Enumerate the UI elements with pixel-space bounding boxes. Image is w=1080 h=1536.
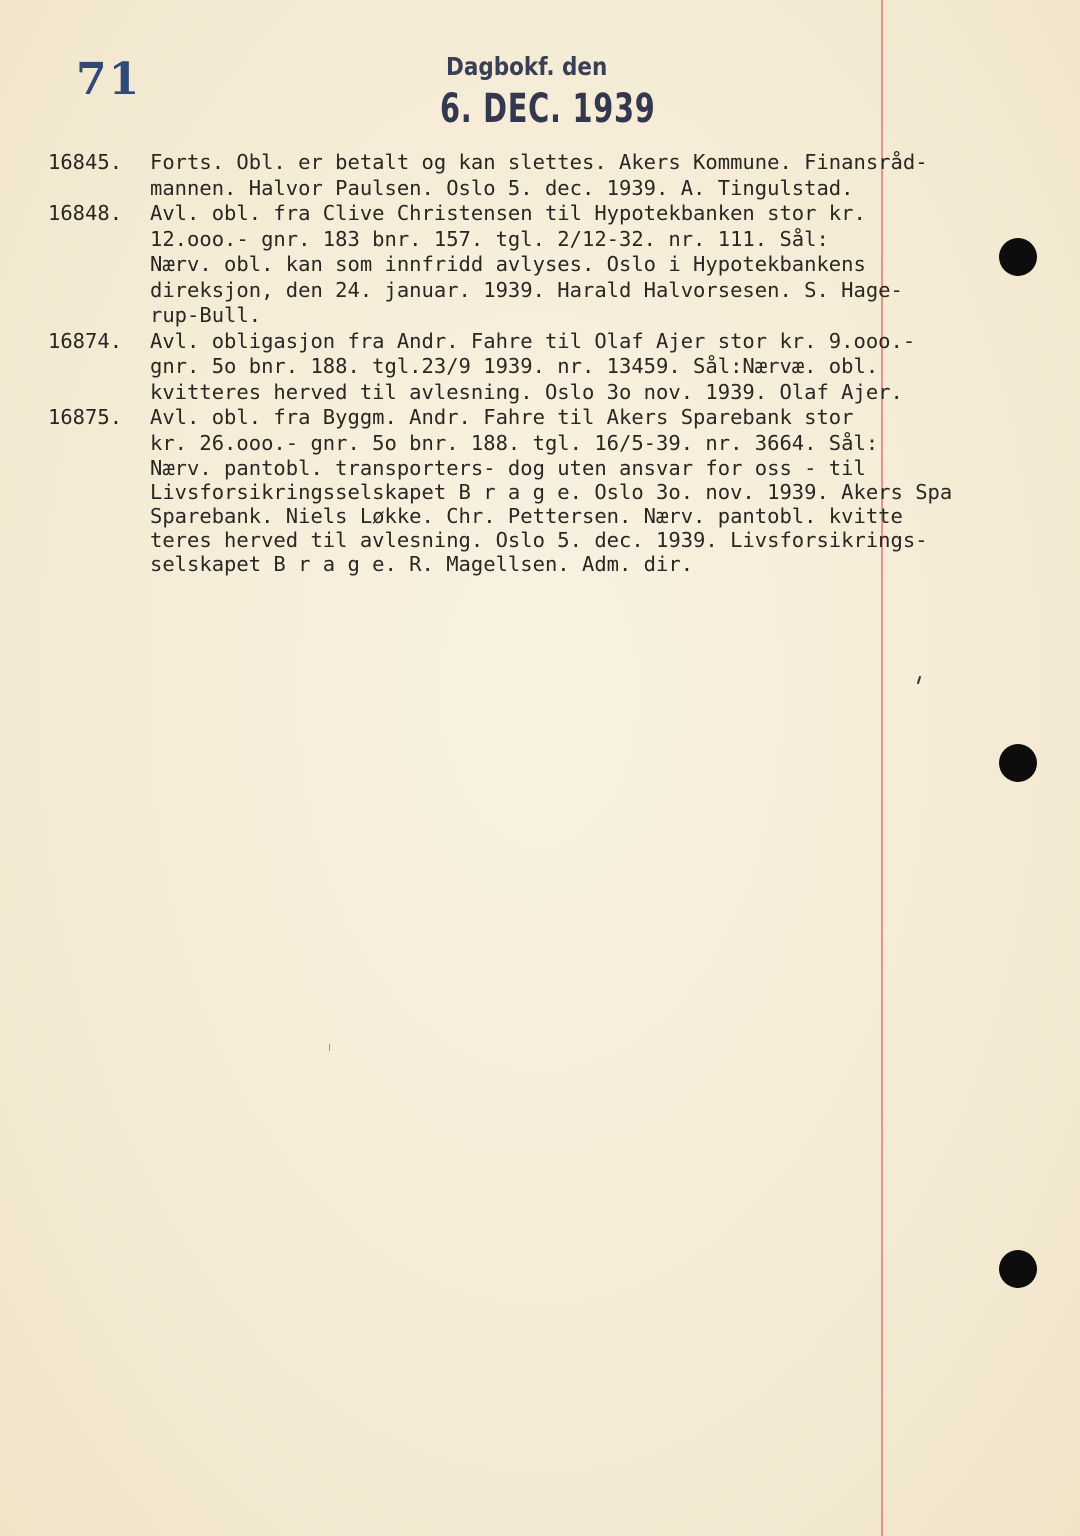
entry-line: mannen. Halvor Paulsen. Oslo 5. dec. 1939. A. Tingulstad. [150,175,854,200]
entry-text [150,405,968,576]
journal-entry [48,150,968,201]
date-stamp-label: Dagbokf. den [446,52,608,81]
entry-line: Avl. obl. fra Byggm. Andr. Fahre til Akers Sparebank stor [150,405,854,429]
entry-line: kr. 26.ooo.- gnr. 5o bnr. 188. tgl. 16/5-39. nr. 3664. Sål: [150,430,879,455]
entry-line: Sparebank. Niels Løkke. Chr. Pettersen. Nærv. pantobl. kvitte [150,504,903,528]
punch-hole [999,1250,1037,1288]
entry-line: selskapet B r a g e. R. Magellsen. Adm. dir. [150,552,694,576]
journal-entry [48,201,968,329]
pen-mark [329,1044,330,1051]
entry-line: Forts. Obl. er betalt og kan slettes. Akers Kommune. Finansråd- [150,150,928,174]
entry-line: Avl. obligasjon fra Andr. Fahre til Olaf Ajer stor kr. 9.ooo.- [150,328,916,353]
entry-number: 16875. [48,405,123,429]
page-number: 71 [76,54,142,105]
entry-line: direksjon, den 24. januar. 1939. Harald Halvorsesen. S. Hage- [150,277,903,302]
journal-entry [48,329,968,406]
entry-line: Nærv. obl. kan som innfridd avlyses. Oslo i Hypotekbankens [150,252,866,276]
journal-entries [48,150,968,576]
entry-number: 16874. [48,328,123,353]
entry-number: 16845. [48,150,123,174]
entry-line: teres herved til avlesning. Oslo 5. dec. 1939. Livsforsikrings- [150,528,928,552]
entry-line: rup-Bull. [150,303,262,327]
entry-line: kvitteres herved til avlesning. Oslo 3o nov. 1939. Olaf Ajer. [150,379,903,404]
entry-line: Avl. obl. fra Clive Christensen til Hypotekbanken stor kr. [150,201,866,225]
entry-line: Nærv. pantobl. transporters- dog uten ansvar for oss - til [150,456,866,480]
pen-mark [917,676,921,684]
date-stamp-date: 6. DEC. 1939 [440,86,656,132]
entry-text [150,150,968,201]
entry-text [150,201,968,329]
punch-hole [999,238,1037,276]
entry-text [150,329,968,406]
entry-line: Livsforsikringsselskapet B r a g e. Oslo 3o. nov. 1939. Akers Spa [150,480,953,504]
entry-line: 12.ooo.- gnr. 183 bnr. 157. tgl. 2/12-32. nr. 111. Sål: [150,226,829,251]
entry-line: gnr. 5o bnr. 188. tgl.23/9 1939. nr. 13459. Sål:Nærvæ. obl. [150,354,879,378]
entry-number: 16848. [48,201,123,225]
journal-entry [48,405,968,576]
punch-hole [999,744,1037,782]
